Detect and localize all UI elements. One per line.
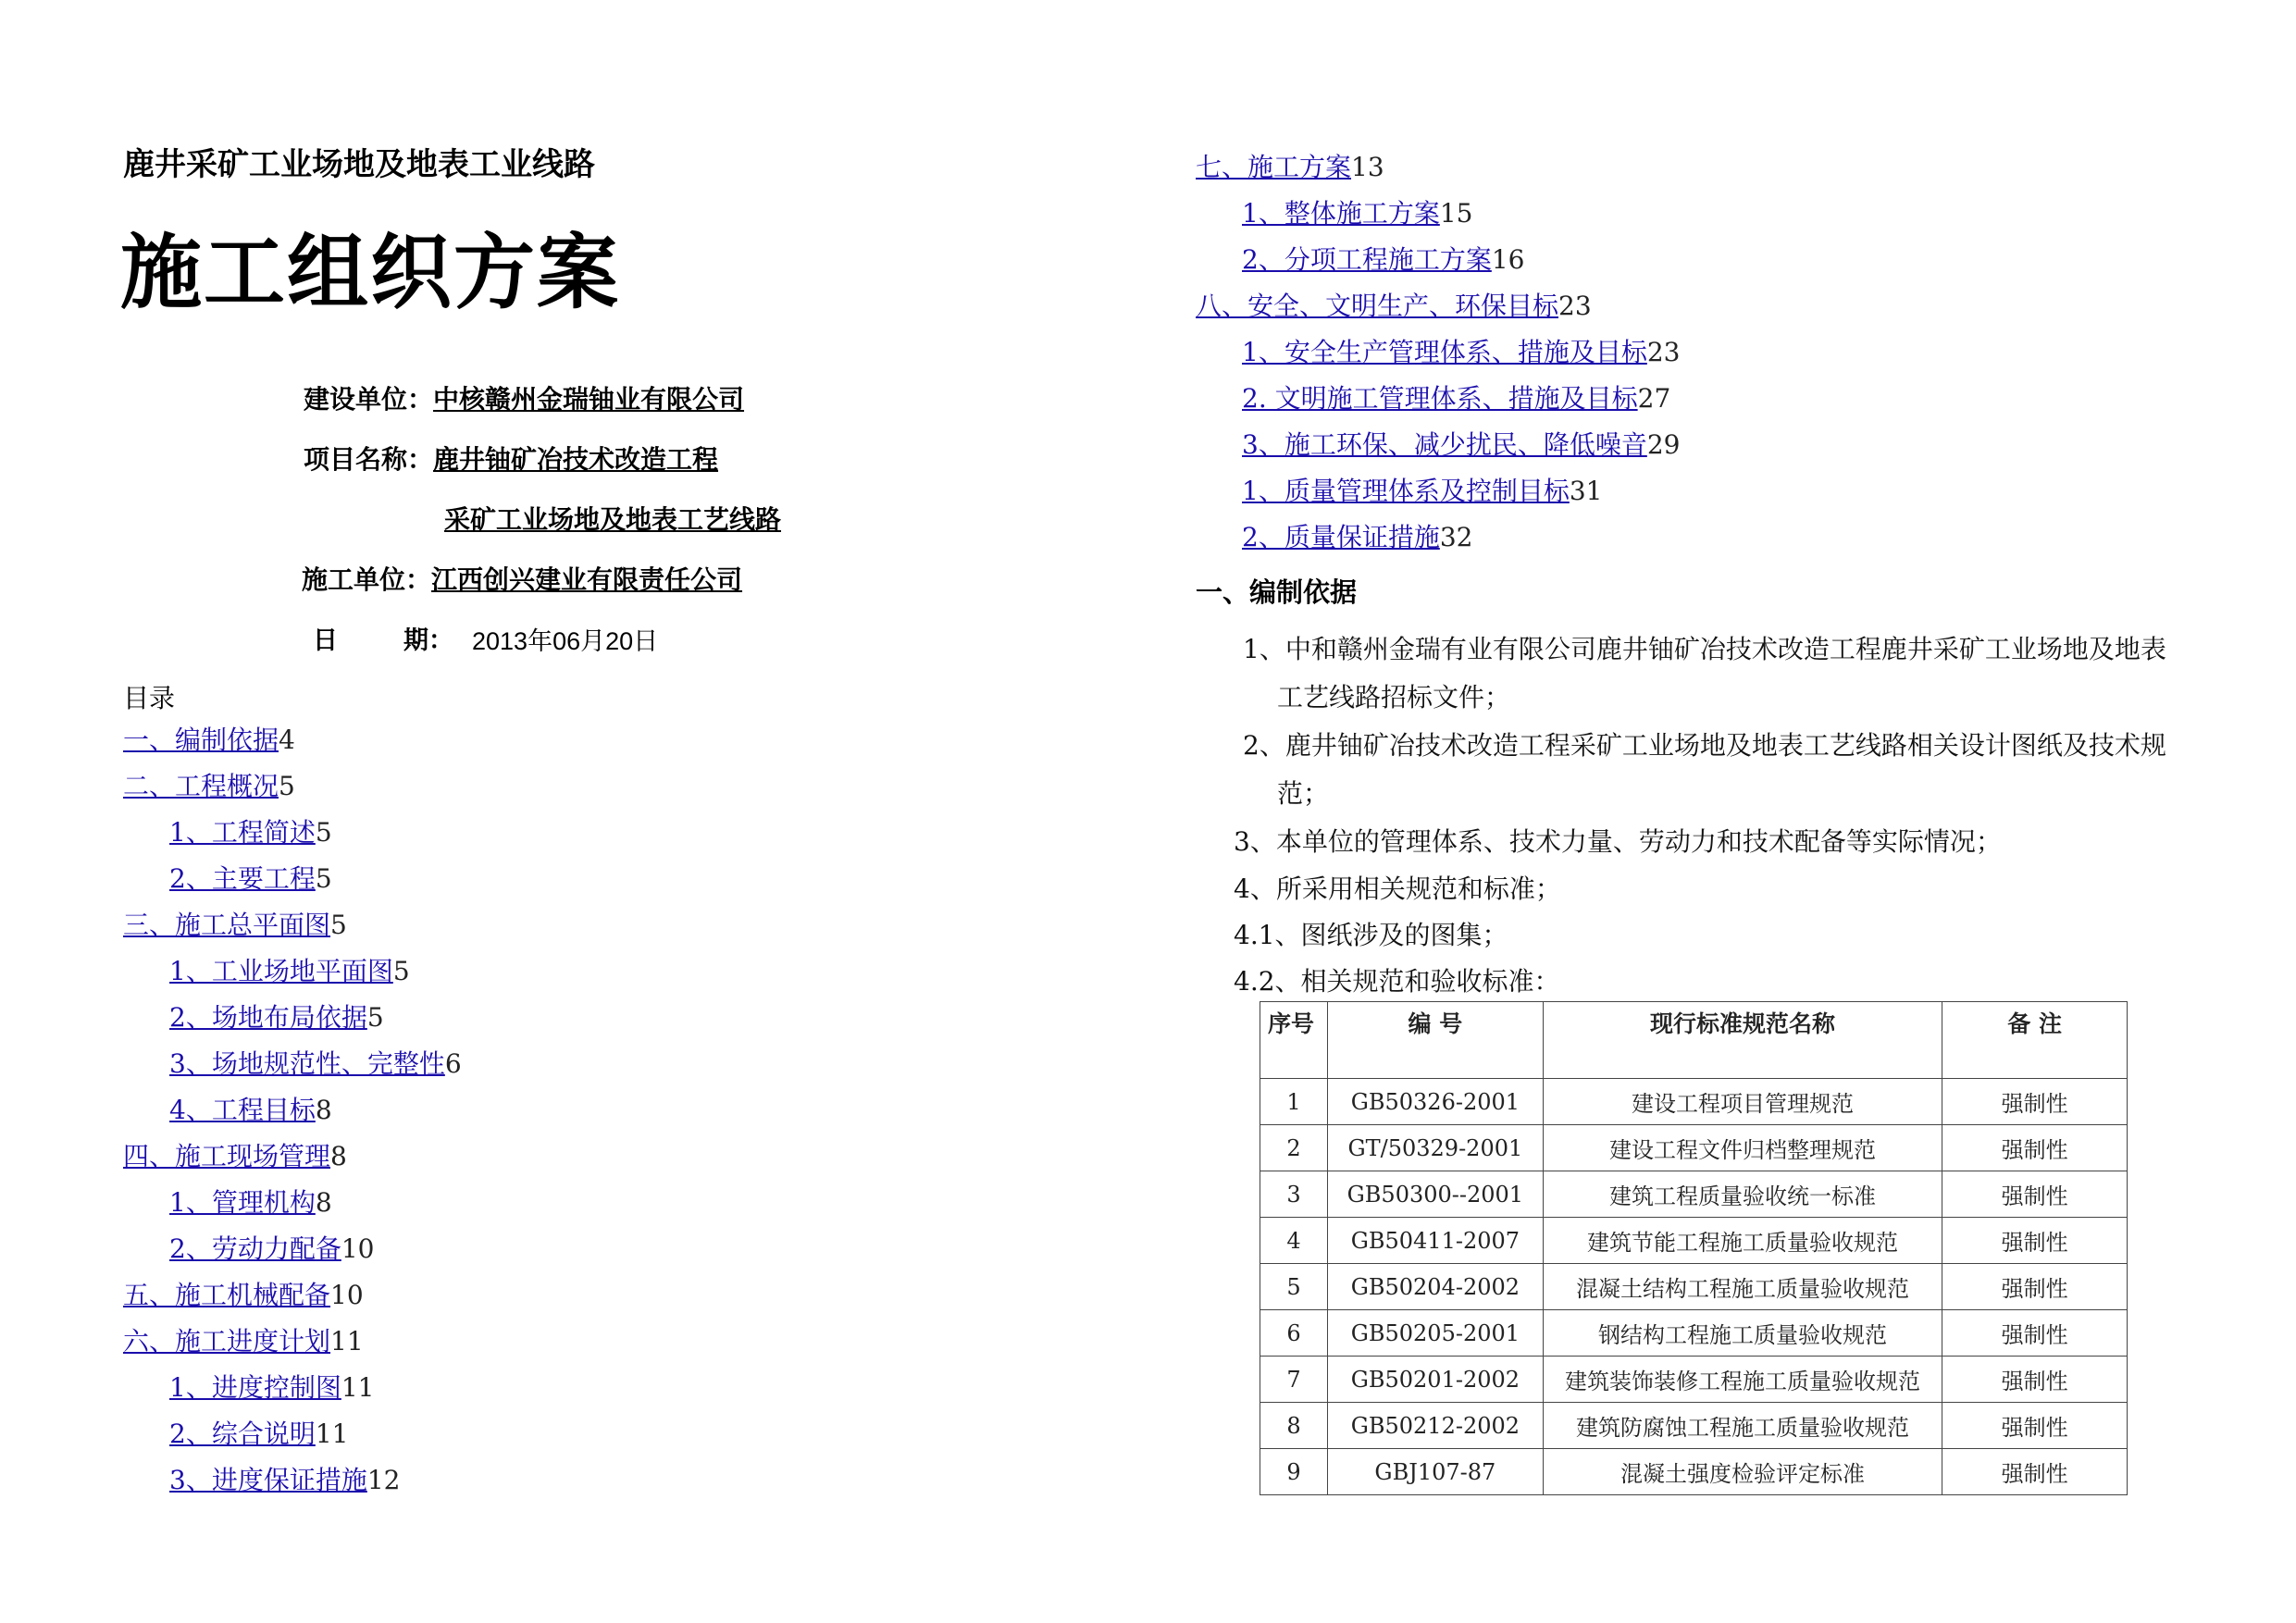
toc-link[interactable]: 3、进度保证措施 (169, 1465, 367, 1495)
toc-page: 31 (1569, 476, 1603, 506)
cell-name: 混凝土强度检验评定标准 (1543, 1449, 1942, 1495)
cell-index: 9 (1260, 1449, 1328, 1495)
toc-link[interactable]: 2、劳动力配备 (169, 1233, 341, 1264)
builder-label: 建设单位： (304, 384, 434, 415)
toc-page: 13 (1351, 152, 1384, 182)
cell-index: 2 (1260, 1125, 1328, 1171)
date-label-1: 日 (313, 626, 338, 655)
cell-index: 1 (1260, 1079, 1328, 1125)
cell-note: 强制性 (1942, 1264, 2128, 1310)
cell-code: GB50201-2002 (1327, 1357, 1543, 1403)
toc-item[interactable] (169, 1001, 384, 1035)
standards-table (1260, 1001, 2128, 1495)
cell-name: 混凝土结构工程施工质量验收规范 (1543, 1264, 1942, 1310)
contractor-line (302, 560, 742, 597)
toc-page: 5 (315, 817, 332, 848)
toc-page: 4 (279, 725, 295, 755)
basis-item-2: 2、鹿井铀矿冶技术改造工程采矿工业场地及地表工艺线路相关设计图纸及技术规 (1243, 730, 2166, 761)
toc-item[interactable] (1242, 475, 1602, 508)
date-value: 2013年06月20日 (472, 627, 659, 655)
table-row (1260, 1218, 2128, 1264)
cell-note: 强制性 (1942, 1403, 2128, 1449)
toc-item[interactable] (1242, 197, 1472, 230)
builder-line (304, 379, 744, 416)
cell-note: 强制性 (1942, 1449, 2128, 1495)
toc-item[interactable] (169, 1464, 400, 1497)
toc-link[interactable]: 2、分项工程施工方案 (1242, 244, 1492, 275)
toc-title: 目录 (123, 683, 176, 713)
col-header-code: 编 号 (1327, 1002, 1543, 1079)
toc-link[interactable]: 六、施工进度计划 (123, 1326, 331, 1357)
toc-link[interactable]: 3、场地规范性、完整性 (169, 1048, 445, 1079)
toc-link[interactable]: 1、安全生产管理体系、措施及目标 (1242, 337, 1647, 367)
cell-name: 建筑防腐蚀工程施工质量验收规范 (1543, 1403, 1942, 1449)
toc-page: 32 (1439, 522, 1473, 552)
toc-item[interactable] (169, 1094, 332, 1127)
table-header-row (1260, 1002, 2128, 1079)
toc-item[interactable] (169, 816, 332, 849)
toc-page: 15 (1439, 198, 1473, 229)
cell-code: GB50300--2001 (1327, 1171, 1543, 1218)
toc-page: 8 (315, 1095, 332, 1125)
cell-name: 建筑装饰装修工程施工质量验收规范 (1543, 1357, 1942, 1403)
cell-note: 强制性 (1942, 1357, 2128, 1403)
toc-item[interactable] (1196, 151, 1384, 184)
table-row (1260, 1079, 2128, 1125)
toc-item[interactable] (123, 909, 347, 942)
toc-page: 5 (315, 863, 332, 894)
toc-item[interactable] (169, 955, 410, 988)
cell-index: 4 (1260, 1218, 1328, 1264)
cell-code: GB50212-2002 (1327, 1403, 1543, 1449)
basis-item-4: 4、所采用相关规范和标准； (1234, 873, 1561, 904)
contractor-label: 施工单位： (302, 564, 432, 595)
toc-link[interactable]: 3、施工环保、减少扰民、降低噪音 (1242, 429, 1647, 460)
toc-page: 12 (366, 1465, 401, 1495)
cell-note: 强制性 (1942, 1079, 2128, 1125)
project-line-2 (444, 500, 781, 537)
basis-item-3: 3、本单位的管理体系、技术力量、劳动力和技术配备等实际情况； (1234, 826, 2002, 857)
toc-link[interactable]: 1、进度控制图 (169, 1372, 341, 1403)
basis-item-1-cont: 工艺线路招标文件； (1277, 682, 1511, 712)
toc-page: 11 (341, 1372, 375, 1403)
toc-item[interactable] (1242, 336, 1680, 369)
toc-item[interactable] (123, 1325, 364, 1358)
project-value-2: 采矿工业场地及地表工艺线路 (444, 504, 782, 535)
section-heading: 一、编制依据 (1196, 576, 1358, 608)
toc-item[interactable] (123, 1140, 347, 1173)
basis-item-1: 1、中和赣州金瑞有业有限公司鹿井铀矿冶技术改造工程鹿井采矿工业场地及地表 (1243, 634, 2166, 664)
project-line (304, 440, 718, 477)
toc-link[interactable]: 2、综合说明 (169, 1419, 316, 1449)
cell-code: GBJ107-87 (1327, 1449, 1543, 1495)
project-label: 项目名称： (304, 444, 434, 475)
toc-page: 23 (1646, 337, 1681, 367)
table-row (1260, 1125, 2128, 1171)
cell-note: 强制性 (1942, 1310, 2128, 1357)
cell-name: 建筑工程质量验收统一标准 (1543, 1171, 1942, 1218)
toc-page: 23 (1558, 291, 1592, 321)
toc-link[interactable]: 八、安全、文明生产、环保目标 (1196, 291, 1559, 321)
cell-note: 强制性 (1942, 1125, 2128, 1171)
col-header-name: 现行标准规范名称 (1543, 1002, 1942, 1079)
cell-note: 强制性 (1942, 1218, 2128, 1264)
table-row (1260, 1310, 2128, 1357)
toc-link[interactable]: 一、编制依据 (123, 725, 279, 755)
table-row (1260, 1449, 2128, 1495)
toc-link[interactable]: 2、场地布局依据 (169, 1002, 367, 1033)
toc-item[interactable] (1242, 521, 1472, 554)
toc-item[interactable] (169, 1186, 332, 1220)
basis-item-4-1: 4.1、图纸涉及的图集； (1234, 920, 1508, 950)
toc-link[interactable]: 1、整体施工方案 (1242, 198, 1440, 229)
toc-item[interactable] (1196, 290, 1592, 323)
toc-item[interactable] (123, 724, 295, 757)
toc-page: 27 (1637, 383, 1671, 414)
toc-page: 5 (392, 956, 410, 986)
toc-link[interactable]: 七、施工方案 (1196, 152, 1352, 182)
cell-code: GB50205-2001 (1327, 1310, 1543, 1357)
toc-page: 5 (330, 910, 347, 940)
col-header-index: 序号 (1260, 1002, 1328, 1079)
toc-item[interactable] (1242, 428, 1680, 462)
toc-link[interactable]: 五、施工机械配备 (123, 1280, 331, 1310)
toc-page: 5 (279, 771, 295, 801)
cell-name: 建筑节能工程施工质量验收规范 (1543, 1218, 1942, 1264)
toc-page: 10 (330, 1280, 364, 1310)
toc-page: 10 (341, 1233, 375, 1264)
toc-page: 6 (444, 1048, 462, 1079)
document-title: 施工组织方案 (120, 224, 621, 320)
cell-index: 3 (1260, 1171, 1328, 1218)
toc-link[interactable]: 四、施工现场管理 (123, 1141, 331, 1171)
toc-page: 8 (315, 1187, 332, 1218)
cell-name: 建设工程项目管理规范 (1543, 1079, 1942, 1125)
toc-link[interactable]: 1、工程简述 (169, 817, 316, 848)
cell-note: 强制性 (1942, 1171, 2128, 1218)
cell-code: GB50411-2007 (1327, 1218, 1543, 1264)
toc-link[interactable]: 2、主要工程 (169, 863, 316, 894)
toc-item[interactable] (123, 770, 295, 803)
table-row (1260, 1357, 2128, 1403)
toc-link[interactable]: 2. 文明施工管理体系、措施及目标 (1242, 383, 1638, 414)
toc-link[interactable]: 2、质量保证措施 (1242, 522, 1440, 552)
toc-item[interactable] (123, 1279, 364, 1312)
toc-link[interactable]: 三、施工总平面图 (123, 910, 331, 940)
toc-item[interactable] (1242, 243, 1524, 277)
toc-item[interactable] (169, 1418, 348, 1451)
table-row (1260, 1403, 2128, 1449)
cell-index: 7 (1260, 1357, 1328, 1403)
toc-link[interactable]: 1、质量管理体系及控制目标 (1242, 476, 1570, 506)
table-row (1260, 1171, 2128, 1218)
table-row (1260, 1264, 2128, 1310)
cell-code: GB50204-2002 (1327, 1264, 1543, 1310)
toc-link[interactable]: 1、工业场地平面图 (169, 956, 393, 986)
toc-page: 11 (330, 1326, 364, 1357)
toc-item[interactable] (169, 1047, 462, 1081)
toc-page: 29 (1646, 429, 1681, 460)
toc-page: 8 (330, 1141, 347, 1171)
cell-name: 钢结构工程施工质量验收规范 (1543, 1310, 1942, 1357)
cell-code: GT/50329-2001 (1327, 1125, 1543, 1171)
project-subtitle: 鹿井采矿工业场地及地表工业线路 (123, 146, 595, 183)
cell-index: 8 (1260, 1403, 1328, 1449)
toc-link[interactable]: 二、工程概况 (123, 771, 279, 801)
basis-item-4-2: 4.2、相关规范和验收标准： (1234, 966, 1560, 997)
cell-code: GB50326-2001 (1327, 1079, 1543, 1125)
toc-item[interactable] (169, 1233, 374, 1266)
cell-name: 建设工程文件归档整理规范 (1543, 1125, 1942, 1171)
project-value-1: 鹿井铀矿冶技术改造工程 (433, 444, 719, 475)
toc-item[interactable] (169, 862, 332, 896)
builder-value: 中核赣州金瑞铀业有限公司 (433, 384, 745, 415)
toc-item[interactable] (169, 1371, 374, 1405)
basis-item-2-cont: 范； (1277, 778, 1330, 809)
contractor-value: 江西创兴建业有限责任公司 (431, 564, 743, 595)
date-label-2: 期： (403, 626, 453, 655)
toc-page: 11 (315, 1419, 349, 1449)
toc-page: 16 (1491, 244, 1525, 275)
toc-item[interactable] (1242, 382, 1670, 415)
toc-page: 5 (366, 1002, 384, 1033)
cell-index: 6 (1260, 1310, 1328, 1357)
cell-index: 5 (1260, 1264, 1328, 1310)
col-header-note: 备 注 (1942, 1002, 2128, 1079)
toc-link[interactable]: 4、工程目标 (169, 1095, 316, 1125)
toc-link[interactable]: 1、管理机构 (169, 1187, 316, 1218)
